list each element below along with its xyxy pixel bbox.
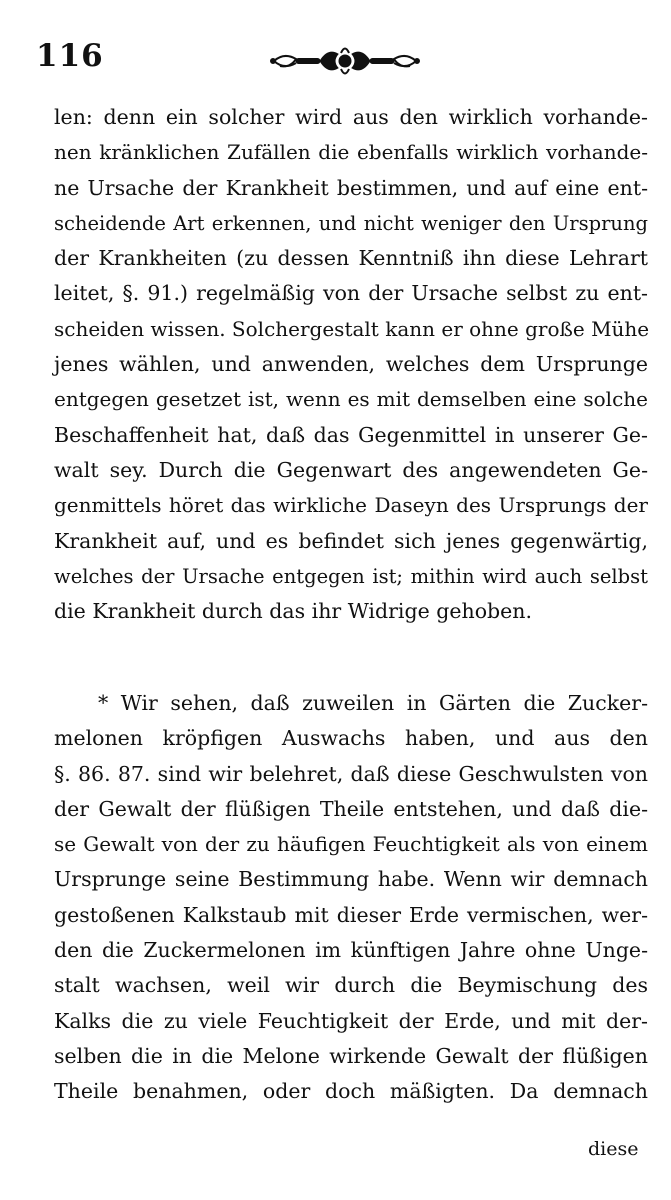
text-line: genmittels höret das wirkliche Daseyn des Ursprungs der bbox=[54, 493, 648, 518]
text-line: len: denn ein solcher wird aus den wirklich vorhande- bbox=[54, 105, 648, 129]
floral-ornament-icon bbox=[270, 44, 420, 82]
text-line: der Krankheiten (zu dessen Kenntniß ihn diese Lehrart bbox=[54, 246, 648, 271]
text-line: ne Ursache der Krankheit bestimmen, und auf eine ent- bbox=[54, 175, 648, 200]
page-number: 116 bbox=[36, 38, 104, 74]
text-line: selben die in die Melone wirkende Gewalt der flüßigen bbox=[54, 1043, 648, 1068]
text-line: §. 86. 87. sind wir belehret, daß diese Geschwulsten von bbox=[54, 761, 648, 786]
text-line: Krankheit auf, und es befindet sich jenes gegenwärtig, bbox=[54, 528, 648, 553]
text-line: melonen kröpfigen Auswachs haben, und aus den bbox=[54, 726, 648, 751]
text-line: die Krankheit durch das ihr Widrige gehoben. bbox=[54, 599, 533, 624]
text-line: Ursprunge seine Bestimmung habe. Wenn wir demnach bbox=[54, 867, 648, 892]
text-line: * Wir sehen, daß zuweilen in Gärten die Zucker- bbox=[98, 691, 648, 715]
text-line: Theile benahmen, oder doch mäßigten. Da demnach bbox=[54, 1079, 648, 1104]
text-line: nen kränklichen Zufällen die ebenfalls wirklich vorhande- bbox=[54, 140, 648, 165]
text-line: scheiden wissen. Solchergestalt kann er ohne große Mühe bbox=[54, 316, 650, 341]
text-line: walt sey. Durch die Gegenwart des angewendeten Ge- bbox=[54, 457, 648, 482]
text-line: scheidende Art erkennen, und nicht weniger den Ursprung bbox=[54, 211, 648, 235]
example-paragraph bbox=[54, 686, 648, 1110]
page-header bbox=[30, 38, 640, 88]
text-line: welches der Ursache entgegen ist; mithin wird auch selbst bbox=[54, 564, 648, 588]
text-line: gestoßenen Kalkstaub mit dieser Erde vermischen, wer- bbox=[54, 902, 648, 927]
text-line: den die Zuckermelonen im künftigen Jahre ohne Unge- bbox=[54, 938, 648, 963]
text-line: se Gewalt von der zu häufigen Feuchtigkeit als von einem bbox=[54, 832, 648, 857]
text-line: stalt wachsen, weil wir durch die Beymischung des bbox=[54, 973, 648, 998]
text-line: jenes wählen, und anwenden, welches dem Ursprunge bbox=[54, 352, 648, 377]
text-line: der Gewalt der flüßigen Theile entstehen, und daß die- bbox=[54, 796, 648, 821]
text-line: Kalks die zu viele Feuchtigkeit der Erde, und mit der- bbox=[54, 1008, 648, 1033]
text-line: Beschaffenheit hat, daß das Gegenmittel in unserer Ge- bbox=[54, 422, 648, 447]
text-line: leitet, §. 91.) regelmäßig von der Ursache selbst zu ent- bbox=[54, 281, 648, 306]
catchword: diese bbox=[588, 1138, 639, 1160]
text-line: entgegen gesetzet ist, wenn es mit demselben eine solche bbox=[54, 387, 648, 412]
main-paragraph bbox=[54, 100, 648, 629]
